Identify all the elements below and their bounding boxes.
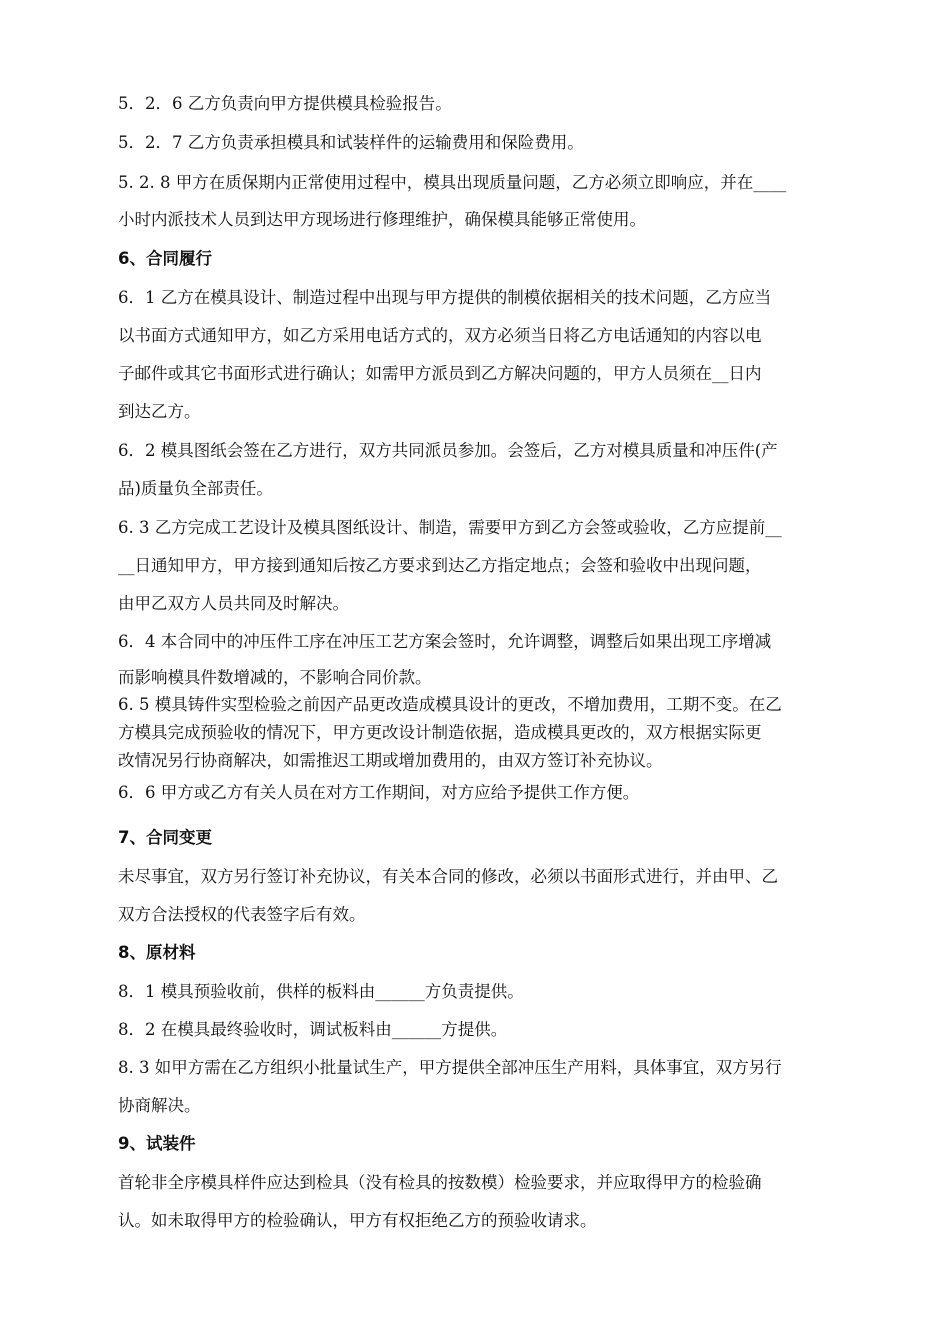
clause-5-2-6: 5．2．6 乙方负责向甲方提供模具检验报告。 bbox=[118, 94, 452, 113]
clause-8-2: 8．2 在模具最终验收时，调试板料由______方提供。 bbox=[118, 1020, 508, 1039]
section-heading-8: 8、原材料 bbox=[118, 943, 196, 962]
clause-6-1-cont: 子邮件或其它书面形式进行确认；如需甲方派员到乙方解决问题的，甲方人员须在__日内 bbox=[118, 364, 762, 383]
clause-6-3-cont: __日通知甲方，甲方接到通知后按乙方要求到达乙方指定地点；会签和验收中出现问题， bbox=[118, 556, 762, 575]
clause-5-2-8-cont: 小时内派技术人员到达甲方现场进行修理维护，确保模具能够正常使用。 bbox=[118, 210, 646, 229]
clause-6-2-cont: 品)质量负全部责任。 bbox=[118, 479, 273, 498]
clause-9: 首轮非全序模具样件应达到检具（没有检具的按数模）检验要求，并应取得甲方的检验确 bbox=[118, 1173, 762, 1192]
clause-9-cont: 认。如未取得甲方的检验确认，甲方有权拒绝乙方的预验收请求。 bbox=[118, 1211, 597, 1230]
clause-6-1-cont: 到达乙方。 bbox=[118, 402, 201, 421]
clause-6-6: 6．6 甲方或乙方有关人员在对方工作期间，对方应给予提供工作方便。 bbox=[118, 783, 640, 802]
clause-8-3-cont: 协商解决。 bbox=[118, 1096, 201, 1115]
clause-7-cont: 双方合法授权的代表签字后有效。 bbox=[118, 905, 366, 924]
clause-8-1: 8．1 模具预验收前，供样的板料由______方负责提供。 bbox=[118, 982, 524, 1001]
clause-6-2: 6．2 模具图纸会签在乙方进行，双方共同派员参加。会签后，乙方对模具质量和冲压件(产 bbox=[118, 441, 778, 460]
clause-6-4: 6．4 本合同中的冲压件工序在冲压工艺方案会签时，允许调整，调整后如果出现工序增减 bbox=[118, 632, 772, 651]
clause-5-2-8: 5. 2. 8 甲方在质保期内正常使用过程中，模具出现质量问题，乙方必须立即响应，并在____ bbox=[118, 173, 787, 192]
clause-6-4-cont: 而影响模具件数增减的，不影响合同价款。 bbox=[118, 668, 432, 687]
clause-6-3: 6. 3 乙方完成工艺设计及模具图纸设计、制造，需要甲方到乙方会签或验收，乙方应提前__ bbox=[118, 518, 782, 537]
clause-6-3-cont: 由甲乙双方人员共同及时解决。 bbox=[118, 594, 349, 613]
clause-6-5: 6. 5 模具铸件实型检验之前因产品更改造成模具设计的更改，不增加费用，工期不变。在乙 bbox=[118, 695, 782, 714]
clause-6-5-cont: 改情况另行协商解决，如需推迟工期或增加费用的，由双方签订补充协议。 bbox=[118, 751, 663, 770]
clause-6-5-cont: 方模具完成预验收的情况下，甲方更改设计制造依据，造成模具更改的，双方根据实际更 bbox=[118, 723, 762, 742]
clause-6-1: 6．1 乙方在模具设计、制造过程中出现与甲方提供的制模依据相关的技术问题，乙方应当 bbox=[118, 288, 772, 307]
section-heading-7: 7、合同变更 bbox=[118, 828, 212, 847]
section-heading-9: 9、试装件 bbox=[118, 1134, 196, 1153]
clause-5-2-7: 5．2．7 乙方负责承担模具和试装样件的运输费用和保险费用。 bbox=[118, 133, 584, 152]
clause-8-3: 8. 3 如甲方需在乙方组织小批量试生产，甲方提供全部冲压生产用料，具体事宜，双方另行 bbox=[118, 1058, 782, 1077]
section-heading-6: 6、合同履行 bbox=[118, 249, 212, 268]
clause-7: 未尽事宜，双方另行签订补充协议，有关本合同的修改，必须以书面形式进行，并由甲、乙 bbox=[118, 867, 778, 886]
clause-6-1-cont: 以书面方式通知甲方，如乙方采用电话方式的，双方必须当日将乙方电话通知的内容以电 bbox=[118, 326, 762, 345]
